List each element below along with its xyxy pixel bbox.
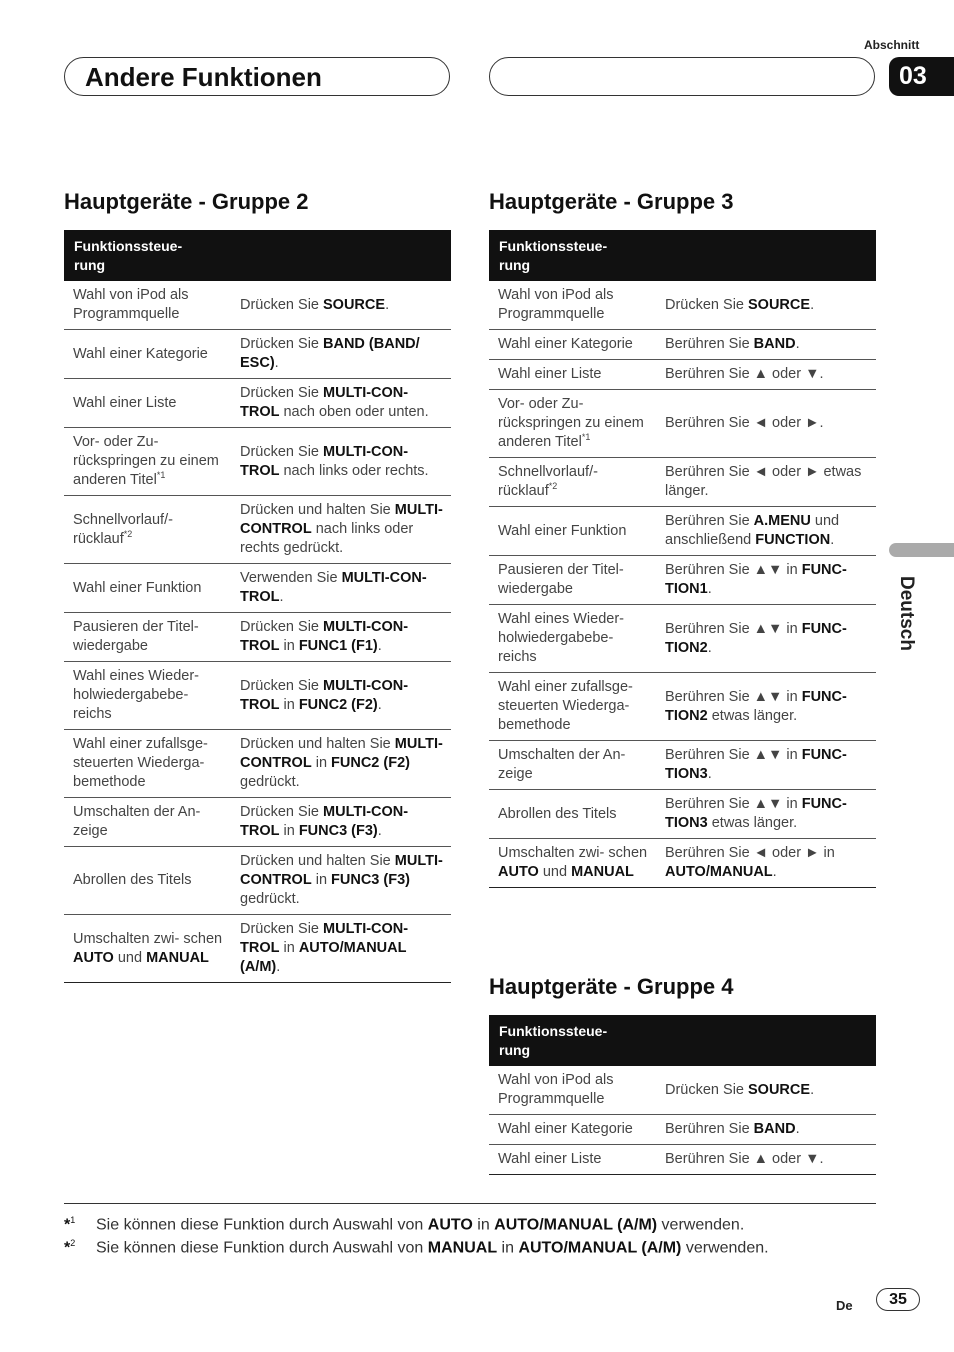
- function-cell: Wahl von iPod als Programmquelle: [489, 281, 656, 330]
- table-row: [489, 556, 876, 605]
- table-header: Funktionssteue- rung: [64, 230, 451, 281]
- action-cell: Berühren Sie ▲ oder ▼.: [656, 360, 876, 390]
- group4-table: [489, 1015, 876, 1175]
- action-cell: Berühren Sie BAND.: [656, 330, 876, 360]
- function-cell: Wahl von iPod als Programmquelle: [64, 281, 231, 330]
- footnote-marker: *$^2$: [64, 1238, 76, 1257]
- table-row: [64, 847, 451, 915]
- footnote-ref: *1: [581, 432, 591, 443]
- function-cell: Wahl einer Kategorie: [489, 330, 656, 360]
- table-row: [64, 798, 451, 847]
- function-cell: Wahl einer Funktion: [64, 564, 231, 613]
- group3-title: Hauptgeräte - Gruppe 3: [489, 189, 734, 214]
- language-label: Deutsch: [896, 576, 917, 651]
- table-row: [489, 1066, 876, 1115]
- group4-rows: [489, 1066, 876, 1175]
- footnote-ref: *2: [123, 528, 133, 539]
- action-cell: Drücken Sie BAND (BAND/ ESC).: [231, 330, 451, 379]
- page-number: 35: [876, 1288, 920, 1311]
- function-cell: Abrollen des Titels: [489, 790, 656, 839]
- function-cell: Wahl einer Liste: [489, 1145, 656, 1175]
- action-cell: Drücken Sie SOURCE.: [231, 281, 451, 330]
- action-cell: Berühren Sie BAND.: [656, 1115, 876, 1145]
- action-cell: Drücken Sie MULTI-CON- TROL in FUNC2 (F2).: [231, 662, 451, 730]
- footnote-ref: *2: [548, 481, 558, 492]
- function-cell: Vor- oder Zu- rückspringen zu einem anderen Titel$^{*1}$: [64, 428, 231, 496]
- action-cell: Berühren Sie A.MENU und anschließend FUNCTION.: [656, 507, 876, 556]
- table-row: [489, 458, 876, 507]
- table-row: [64, 662, 451, 730]
- table-header: Funktionssteue- rung: [489, 230, 876, 281]
- group2-rows: [64, 281, 451, 983]
- chapter-title-box: [64, 57, 450, 96]
- action-cell: Berühren Sie ▲▼ in FUNC- TION2.: [656, 605, 876, 673]
- footnote-divider: [64, 1203, 876, 1204]
- action-cell: Drücken und halten Sie MULTI-CONTROL in FUNC3 (F3) gedrückt.: [231, 847, 451, 915]
- table-row: [489, 360, 876, 390]
- action-cell: Drücken Sie SOURCE.: [656, 281, 876, 330]
- function-cell: Vor- oder Zu- rückspringen zu einem anderen Titel$^{*1}$: [489, 390, 656, 458]
- chapter-title: Andere Funktionen: [85, 62, 322, 92]
- language-code: De: [836, 1298, 853, 1313]
- footnote-1: [64, 1215, 744, 1234]
- action-cell: Berühren Sie ▲▼ in FUNC- TION2 etwas länger.: [656, 673, 876, 741]
- language-tab-marker: [889, 543, 954, 557]
- action-cell: Drücken Sie MULTI-CON- TROL in FUNC3 (F3).: [231, 798, 451, 847]
- action-cell: Berühren Sie ◄ oder ► in AUTO/MANUAL.: [656, 839, 876, 888]
- table-row: [489, 507, 876, 556]
- table-row: [489, 1115, 876, 1145]
- table-row: [489, 1145, 876, 1175]
- function-cell: Wahl von iPod als Programmquelle: [489, 1066, 656, 1115]
- table-row: [64, 730, 451, 798]
- group3-rows: [489, 281, 876, 888]
- action-cell: Drücken Sie MULTI-CON- TROL in AUTO/MANUAL (A/M).: [231, 915, 451, 983]
- table-row: [489, 790, 876, 839]
- group4-title: Hauptgeräte - Gruppe 4: [489, 974, 734, 999]
- table-row: [489, 673, 876, 741]
- action-cell: Drücken Sie SOURCE.: [656, 1066, 876, 1115]
- action-cell: Berühren Sie ▲▼ in FUNC- TION1.: [656, 556, 876, 605]
- table-row: [489, 330, 876, 360]
- group2-title: Hauptgeräte - Gruppe 2: [64, 189, 309, 214]
- action-cell: Berühren Sie ▲▼ in FUNC- TION3 etwas länger.: [656, 790, 876, 839]
- function-cell: Abrollen des Titels: [64, 847, 231, 915]
- function-cell: Wahl eines Wieder- holwiedergabebe- reichs: [64, 662, 231, 730]
- group2-table: [64, 230, 451, 983]
- group3-table: [489, 230, 876, 888]
- function-cell: Wahl einer Liste: [489, 360, 656, 390]
- section-number-badge: 03: [889, 57, 954, 96]
- function-cell: Schnellvorlauf/- rücklauf$^{*2}$: [489, 458, 656, 507]
- function-cell: Wahl einer Liste: [64, 379, 231, 428]
- action-cell: Berühren Sie ◄ oder ► etwas länger.: [656, 458, 876, 507]
- table-row: [64, 428, 451, 496]
- table-row: [489, 605, 876, 673]
- function-cell: Wahl einer Kategorie: [64, 330, 231, 379]
- table-row: [64, 613, 451, 662]
- action-cell: Berühren Sie ◄ oder ►.: [656, 390, 876, 458]
- function-cell: Schnellvorlauf/- rücklauf$^{*2}$: [64, 496, 231, 564]
- footnote-text: Sie können diese Funktion durch Auswahl von AUTO in AUTO/MANUAL (A/M) verwenden.: [96, 1216, 745, 1234]
- action-cell: Berühren Sie ▲▼ in FUNC- TION3.: [656, 741, 876, 790]
- table-row: [64, 281, 451, 330]
- footnote-2: [64, 1238, 769, 1257]
- table-row: [64, 564, 451, 613]
- table-row: [489, 281, 876, 330]
- function-cell: Umschalten zwi- schen AUTO und MANUAL: [64, 915, 231, 983]
- table-row: [64, 379, 451, 428]
- action-cell: Verwenden Sie MULTI-CON- TROL.: [231, 564, 451, 613]
- action-cell: Drücken und halten Sie MULTI-CONTROL in FUNC2 (F2) gedrückt.: [231, 730, 451, 798]
- table-header: Funktionssteue- rung: [489, 1015, 876, 1066]
- action-cell: Drücken Sie MULTI-CON- TROL nach links oder rechts.: [231, 428, 451, 496]
- function-cell: Umschalten der An- zeige: [489, 741, 656, 790]
- action-cell: Drücken Sie MULTI-CON- TROL nach oben oder unten.: [231, 379, 451, 428]
- table-row: [489, 390, 876, 458]
- section-label: Abschnitt: [864, 38, 920, 52]
- function-cell: Pausieren der Titel- wiedergabe: [489, 556, 656, 605]
- function-cell: Wahl einer zufallsge- steuerten Wiederga- bemethode: [489, 673, 656, 741]
- function-cell: Wahl einer Funktion: [489, 507, 656, 556]
- footnote-text: Sie können diese Funktion durch Auswahl von MANUAL in AUTO/MANUAL (A/M) verwenden.: [96, 1239, 769, 1257]
- function-cell: Wahl eines Wieder- holwiedergabebe- reichs: [489, 605, 656, 673]
- function-cell: Umschalten der An- zeige: [64, 798, 231, 847]
- table-row: [489, 741, 876, 790]
- function-cell: Wahl einer zufallsge- steuerten Wiederga- bemethode: [64, 730, 231, 798]
- table-row: [64, 915, 451, 983]
- footnote-ref: *1: [156, 470, 166, 481]
- function-cell: Umschalten zwi- schen AUTO und MANUAL: [489, 839, 656, 888]
- table-row: [64, 496, 451, 564]
- table-row: [489, 839, 876, 888]
- action-cell: Drücken und halten Sie MULTI-CONTROL nach links oder rechts gedrückt.: [231, 496, 451, 564]
- footnote-marker: *$^1$: [64, 1215, 76, 1234]
- table-row: [64, 330, 451, 379]
- function-cell: Wahl einer Kategorie: [489, 1115, 656, 1145]
- function-cell: Pausieren der Titel- wiedergabe: [64, 613, 231, 662]
- blank-header-box: [489, 57, 875, 96]
- action-cell: Berühren Sie ▲ oder ▼.: [656, 1145, 876, 1175]
- action-cell: Drücken Sie MULTI-CON- TROL in FUNC1 (F1).: [231, 613, 451, 662]
